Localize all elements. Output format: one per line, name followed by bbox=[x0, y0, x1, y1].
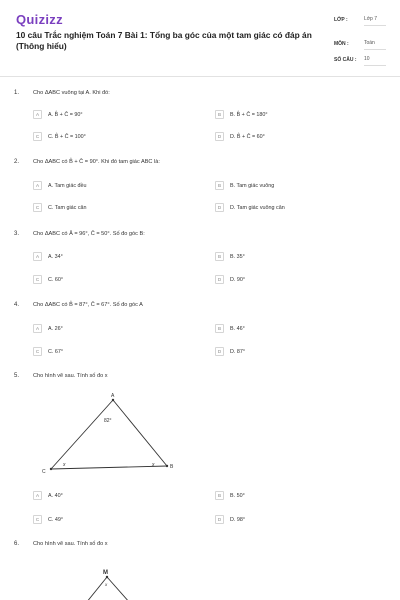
vertex-m-label: M bbox=[103, 570, 108, 576]
option-letter-box: C bbox=[33, 275, 42, 284]
option-letter-box: B bbox=[215, 181, 224, 190]
option-a[interactable] bbox=[33, 323, 63, 334]
option-c[interactable] bbox=[33, 274, 63, 285]
question-text: Cho hình vẽ sau. Tính số đo x bbox=[33, 541, 108, 547]
option-a[interactable] bbox=[33, 490, 63, 501]
option-c[interactable] bbox=[33, 202, 87, 213]
angle-m-label: x bbox=[105, 582, 108, 587]
option-letter-box: A bbox=[33, 324, 42, 333]
option-letter-box: A bbox=[33, 181, 42, 190]
option-c[interactable] bbox=[33, 131, 86, 142]
vertex-a-dot bbox=[112, 399, 114, 401]
vertex-a-label: A bbox=[111, 393, 115, 399]
question-number: 2. bbox=[14, 159, 20, 165]
option-letter-box: C bbox=[33, 515, 42, 524]
option-text: A. 26° bbox=[48, 325, 63, 332]
option-d[interactable] bbox=[215, 131, 265, 142]
option-letter-box: B bbox=[215, 491, 224, 500]
triangle-side-left bbox=[86, 577, 107, 600]
vertex-c-dot bbox=[50, 468, 52, 470]
option-b[interactable] bbox=[215, 109, 268, 120]
quizizz-logo: Quizizz bbox=[16, 12, 63, 27]
option-a[interactable] bbox=[33, 180, 87, 191]
option-text: D. Tam giác vuông cân bbox=[230, 204, 285, 211]
option-text: D. 98° bbox=[230, 516, 246, 523]
option-letter-box: C bbox=[33, 203, 42, 212]
question-count-value: 10 bbox=[364, 56, 386, 66]
option-a[interactable] bbox=[33, 251, 63, 262]
question-number: 5. bbox=[14, 373, 20, 379]
grade-label: LỚP : bbox=[334, 17, 348, 23]
option-letter-box: D bbox=[215, 203, 224, 212]
vertex-b-label: B bbox=[170, 464, 174, 470]
vertex-c-label: C bbox=[42, 469, 46, 475]
option-a[interactable] bbox=[33, 109, 83, 120]
angle-b-label: x bbox=[152, 462, 155, 468]
question-text: Cho ΔABC có Â = 96°, Ĉ = 50°. Số đo góc B: bbox=[33, 231, 145, 237]
option-letter-box: A bbox=[33, 252, 42, 261]
question-number: 1. bbox=[14, 90, 20, 96]
question-text: Cho ΔABC vuông tại A. Khi đó: bbox=[33, 90, 110, 96]
worksheet-title: 10 câu Trắc nghiệm Toán 7 Bài 1: Tổng ba góc của một tam giác có đáp án (Thông hiểu) bbox=[16, 30, 312, 51]
option-text: D. B̂ + Ĉ = 60° bbox=[230, 133, 265, 140]
question-text: Cho hình vẽ sau. Tính số đo x bbox=[33, 373, 108, 379]
vertex-m-dot bbox=[106, 576, 108, 578]
triangle-side-right bbox=[107, 577, 130, 600]
triangle-side-cb bbox=[51, 466, 167, 469]
option-text: B. 50° bbox=[230, 492, 245, 499]
option-letter-box: D bbox=[215, 275, 224, 284]
option-text: C. Tam giác cân bbox=[48, 204, 87, 211]
option-b[interactable] bbox=[215, 180, 274, 191]
option-letter-box: C bbox=[33, 132, 42, 141]
question-text: Cho ΔABC có B̂ + Ĉ = 90°. Khi đó tam giác ABC là: bbox=[33, 159, 160, 165]
worksheet-header bbox=[0, 0, 400, 77]
option-text: D. 90° bbox=[230, 276, 246, 283]
option-b[interactable] bbox=[215, 251, 245, 262]
triangle-figure-2 bbox=[0, 541, 400, 600]
triangle-side-ac bbox=[51, 400, 113, 469]
question-count-label: SỐ CÂU : bbox=[334, 57, 357, 63]
question-text: Cho ΔABC có B̂ = 87°, Ĉ = 67°. Số đo góc A bbox=[33, 302, 143, 308]
option-d[interactable] bbox=[215, 202, 285, 213]
option-letter-box: B bbox=[215, 252, 224, 261]
option-letter-box: A bbox=[33, 110, 42, 119]
option-text: A. Tam giác đều bbox=[48, 182, 87, 189]
option-letter-box: D bbox=[215, 347, 224, 356]
option-text: B. 46° bbox=[230, 325, 245, 332]
option-text: A. 40° bbox=[48, 492, 63, 499]
subject-label: MÔN : bbox=[334, 41, 349, 47]
option-text: B. Tam giác vuông bbox=[230, 182, 275, 189]
option-text: B. B̂ + Ĉ = 180° bbox=[230, 111, 268, 118]
option-letter-box: B bbox=[215, 110, 224, 119]
question-number: 6. bbox=[14, 541, 20, 547]
option-letter-box: B bbox=[215, 324, 224, 333]
option-c[interactable] bbox=[33, 514, 63, 525]
question-number: 3. bbox=[14, 231, 20, 237]
option-b[interactable] bbox=[215, 490, 245, 501]
option-letter-box: C bbox=[33, 347, 42, 356]
option-letter-box: D bbox=[215, 515, 224, 524]
option-d[interactable] bbox=[215, 346, 245, 357]
triangle-side-ab bbox=[113, 400, 167, 466]
option-text: B. 35° bbox=[230, 253, 245, 260]
option-text: D. 87° bbox=[230, 348, 246, 355]
question-number: 4. bbox=[14, 302, 20, 308]
option-text: C. 67° bbox=[48, 348, 64, 355]
option-text: A. 34° bbox=[48, 253, 63, 260]
vertex-b-dot bbox=[166, 465, 168, 467]
option-b[interactable] bbox=[215, 323, 245, 334]
option-text: A. B̂ + Ĉ = 90° bbox=[48, 111, 83, 118]
option-letter-box: A bbox=[33, 491, 42, 500]
option-letter-box: D bbox=[215, 132, 224, 141]
triangle-figure bbox=[0, 373, 400, 483]
option-text: C. B̂ + Ĉ = 100° bbox=[48, 133, 86, 140]
angle-c-label: x bbox=[63, 462, 66, 468]
subject-value: Toán bbox=[364, 40, 386, 50]
option-c[interactable] bbox=[33, 346, 63, 357]
angle-a-label: 82° bbox=[104, 418, 112, 424]
grade-value: Lớp 7 bbox=[364, 16, 386, 26]
option-text: C. 60° bbox=[48, 276, 64, 283]
option-d[interactable] bbox=[215, 514, 245, 525]
option-text: C. 49° bbox=[48, 516, 64, 523]
option-d[interactable] bbox=[215, 274, 245, 285]
